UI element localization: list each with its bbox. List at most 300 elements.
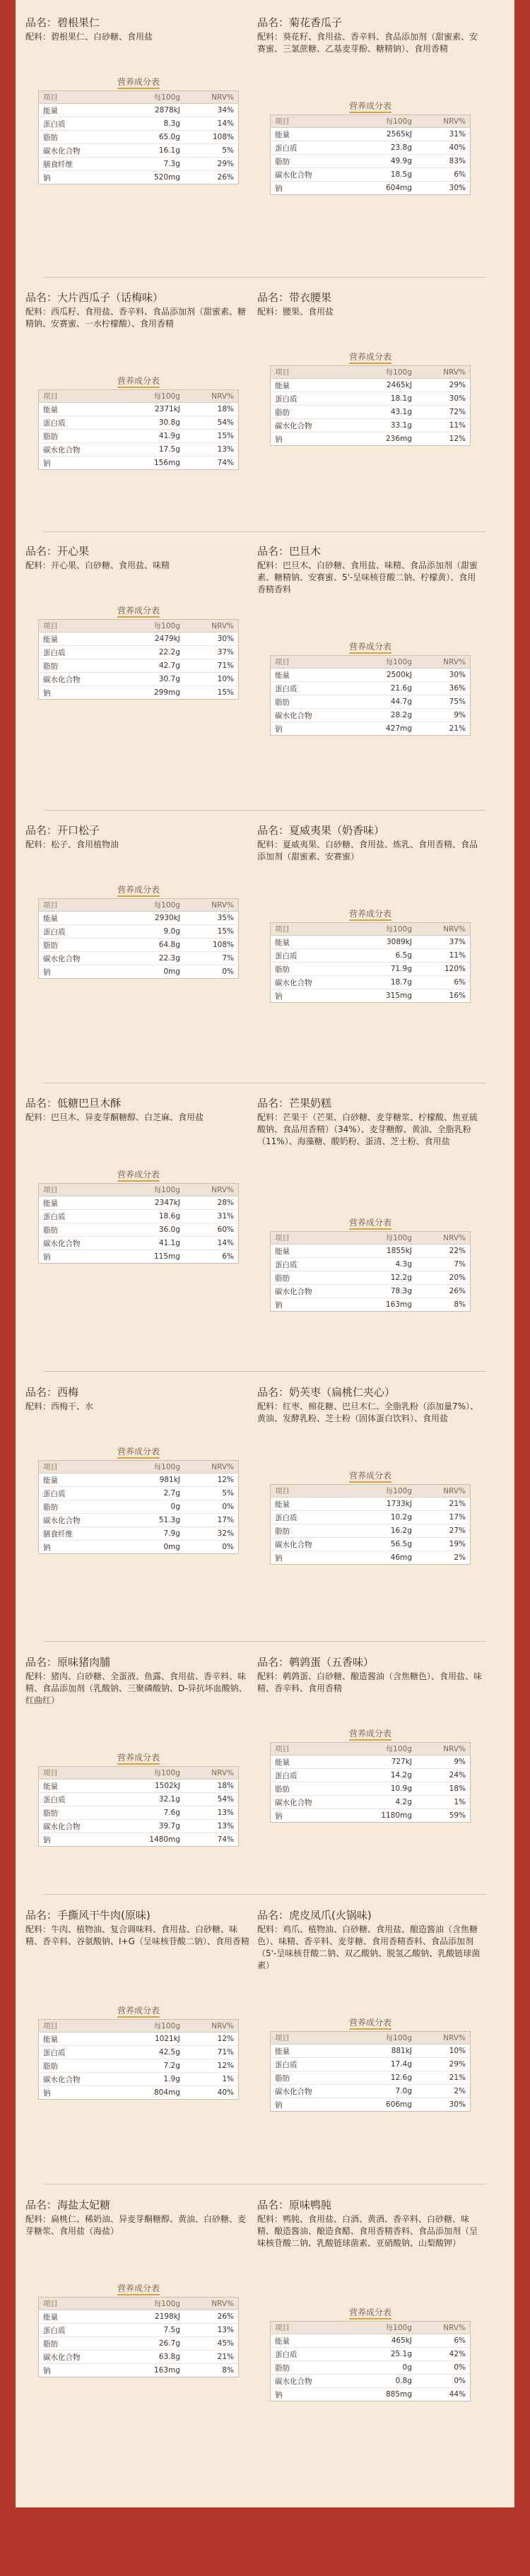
nutrient-value: 18.7g <box>348 976 416 989</box>
nutrient-nrv: 12% <box>184 1474 239 1487</box>
table-row <box>39 1793 239 1806</box>
table-row <box>39 1541 239 1554</box>
table-row <box>271 1258 471 1271</box>
header-item: 项目 <box>39 1184 117 1196</box>
table-row <box>271 419 471 433</box>
nutrient-name: 能量 <box>271 669 349 682</box>
nutrient-nrv: 17% <box>184 1514 239 1527</box>
product-name-label: 品名： <box>25 291 58 304</box>
nutrient-value: 42.7g <box>117 659 184 673</box>
nutrient-nrv: 16% <box>449 992 466 1000</box>
nutrient-nrv: 12% <box>184 2059 239 2073</box>
nutrient-name: 能量 <box>271 2334 349 2348</box>
product-name-label: 品名： <box>257 1909 290 1922</box>
nutrient-nrv: 29% <box>416 379 471 392</box>
product-card <box>25 544 252 698</box>
nutrient-value: 56.5g <box>348 1538 416 1551</box>
nutrition-table-title <box>328 2017 413 2028</box>
nutrition-table-title <box>96 375 181 387</box>
nutrient-nrv: 30% <box>184 633 239 646</box>
product-name-line <box>257 823 483 837</box>
nutrition-header-row <box>39 1184 239 1196</box>
section-divider <box>44 1371 486 1372</box>
table-row <box>271 709 471 722</box>
nutrient-nrv: 32% <box>184 1527 239 1541</box>
product-card <box>257 290 483 444</box>
nutrient-value: 4.3g <box>348 1258 416 1271</box>
nutrition-table <box>38 2297 239 2377</box>
header-item: 项目 <box>39 2298 117 2310</box>
product-name-label: 品名： <box>25 824 58 837</box>
table-row <box>39 673 239 686</box>
nutrient-name: 蛋白质 <box>271 2058 349 2071</box>
product-name-label: 品名： <box>257 1656 290 1669</box>
nutrition-table-title <box>96 605 181 616</box>
nutrient-nrv: 83% <box>416 155 471 168</box>
nutrient-value: 22.2g <box>117 646 184 659</box>
nutrient-value: 115mg <box>153 1252 180 1261</box>
nutrition-title-text: 营养成分表 <box>117 77 160 89</box>
table-row <box>39 2046 239 2059</box>
nutrient-value: 7.6g <box>117 1806 184 1820</box>
nutrition-table <box>38 2019 239 2100</box>
table-row <box>271 2361 471 2375</box>
nutrition-header-row <box>271 115 471 128</box>
nutrient-name: 能量 <box>39 1196 117 1210</box>
nutrient-value: 3089kJ <box>348 936 416 949</box>
nutrition-table-title <box>328 2307 413 2318</box>
table-row <box>39 1237 239 1250</box>
nutrient-value: 981kJ <box>117 1474 184 1487</box>
nutrient-nrv: 15% <box>184 925 239 939</box>
nutrient-name: 蛋白质 <box>39 117 117 131</box>
nutrient-nrv: 29% <box>184 158 239 171</box>
nutrient-name: 钠 <box>43 173 51 182</box>
header-item: 项目 <box>271 923 349 936</box>
nutrient-nrv: 6% <box>222 1252 234 1261</box>
nutrient-nrv: 15% <box>217 688 234 697</box>
ingredients-text: 牛肉、植物油、复合调味料、食用盐、白砂糖、味精、香辛料、谷氨酸钠、I+G（呈味核苷酸二钠）、食用香精 <box>25 1924 249 1946</box>
header-per100g: 每100g <box>348 2322 416 2334</box>
table-row <box>39 1514 239 1527</box>
table-row <box>39 171 239 184</box>
nutrient-name: 脂肪 <box>271 1782 349 1796</box>
table-row <box>271 1298 471 1312</box>
table-row <box>271 2334 471 2348</box>
nutrient-value: 727kJ <box>348 1755 416 1769</box>
nutrition-header-row <box>271 656 471 669</box>
nutrient-value: 51.3g <box>117 1514 184 1527</box>
table-row <box>271 1782 471 1796</box>
product-card <box>25 823 252 977</box>
ingredients-text: 鸡爪、植物油、白砂糖、食用盐、酿造酱油（含焦糖色）、味精、香辛料、麦芽糖、食用香精香料、食品添加剂（5'-呈味核苷酸二钠、双乙酸钠、脱氢乙酸钠、乳酸链球菌素） <box>257 1924 481 1970</box>
ingredients-label: 配料： <box>25 560 52 570</box>
nutrient-value: 41.1g <box>117 1237 184 1250</box>
nutrient-nrv: 40% <box>416 141 471 155</box>
nutrient-name: 钠 <box>275 2390 283 2399</box>
nutrient-value: 2479kJ <box>117 633 184 646</box>
table-row <box>271 695 471 709</box>
product-name-label: 品名： <box>25 1097 58 1110</box>
nutrient-value: 32.1g <box>117 1793 184 1806</box>
table-row <box>39 925 239 939</box>
header-item: 项目 <box>271 2032 349 2045</box>
product-card <box>257 544 483 734</box>
header-per100g: 每100g <box>348 1743 416 1755</box>
nutrient-nrv: 2% <box>454 1553 466 1562</box>
nutrient-nrv: 18% <box>184 403 239 416</box>
product-name: 海盐太妃糖 <box>57 2199 111 2211</box>
nutrition-header-row <box>39 1461 239 1474</box>
nutrient-value: 1733kJ <box>348 1498 416 1511</box>
header-nrv: NRV% <box>416 366 471 379</box>
table-row <box>271 1245 471 1258</box>
section-divider <box>44 1894 486 1895</box>
nutrient-value: 7.5g <box>117 2324 184 2337</box>
product-card <box>25 1655 252 1845</box>
nutrient-value: 12.2g <box>348 1271 416 1285</box>
nutrient-name: 蛋白质 <box>271 1769 349 1782</box>
nutrient-nrv: 21% <box>416 2071 471 2085</box>
nutrition-table <box>270 1484 471 1565</box>
nutrient-nrv: 30% <box>449 2100 466 2109</box>
header-item: 项目 <box>271 1485 349 1498</box>
header-nrv: NRV% <box>416 2322 471 2334</box>
table-row <box>271 2071 471 2085</box>
header-item: 项目 <box>271 115 349 128</box>
ingredients-label: 配料： <box>25 2214 52 2224</box>
header-nrv: NRV% <box>184 1461 239 1474</box>
nutrient-name: 能量 <box>39 912 117 925</box>
nutrient-nrv: 0% <box>222 1543 234 1551</box>
nutrient-nrv: 11% <box>416 419 471 433</box>
nutrient-value: 315mg <box>385 992 412 1000</box>
nutrient-value: 0.8g <box>348 2375 416 2388</box>
nutrition-table-title <box>328 1217 413 1228</box>
nutrient-value: 236mg <box>385 435 412 443</box>
nutrient-name: 脂肪 <box>271 963 349 976</box>
nutrient-nrv: 34% <box>184 104 239 117</box>
ingredients-text: 夏威夷果、白砂糖、食用盐、炼乳、食用香精、食品添加剂（甜蜜素、安赛蜜） <box>257 840 478 861</box>
nutrient-name: 钠 <box>43 1543 51 1552</box>
table-row <box>39 1487 239 1500</box>
nutrient-name: 能量 <box>39 1474 117 1487</box>
nutrient-name: 蛋白质 <box>39 925 117 939</box>
table-row <box>271 182 471 195</box>
ingredients-label: 配料： <box>257 307 283 317</box>
nutrient-nrv: 8% <box>454 1300 466 1309</box>
table-row <box>39 1833 239 1847</box>
product-name: 低糖巴旦木酥 <box>57 1097 122 1110</box>
header-nrv: NRV% <box>416 923 471 936</box>
product-name-line <box>25 823 252 837</box>
ingredients-line <box>257 839 483 863</box>
table-row <box>271 1271 471 1285</box>
nutrient-nrv: 21% <box>416 1498 471 1511</box>
product-name-line <box>257 1655 483 1669</box>
product-card <box>25 1096 252 1261</box>
nutrient-nrv: 19% <box>416 1538 471 1551</box>
nutrient-value: 427mg <box>385 724 412 733</box>
table-row <box>271 963 471 976</box>
table-row <box>39 1474 239 1487</box>
nutrient-name: 膳食纤维 <box>39 158 117 171</box>
nutrition-sheet <box>16 0 514 2507</box>
nutrient-name: 能量 <box>39 633 117 646</box>
nutrient-value: 163mg <box>153 2366 180 2375</box>
table-row <box>39 659 239 673</box>
product-card <box>257 16 483 193</box>
nutrient-name: 脂肪 <box>39 1223 117 1237</box>
nutrient-name: 能量 <box>39 2033 117 2046</box>
header-item: 项目 <box>271 1232 349 1245</box>
nutrient-name: 能量 <box>271 936 349 949</box>
table-row <box>39 104 239 117</box>
product-card <box>25 290 252 468</box>
header-nrv: NRV% <box>184 2298 239 2310</box>
nutrient-name: 能量 <box>271 379 349 392</box>
nutrient-nrv: 35% <box>184 912 239 925</box>
nutrient-value: 1855kJ <box>348 1245 416 1258</box>
nutrient-value: 33.1g <box>348 419 416 433</box>
nutrient-nrv: 20% <box>416 1271 471 1285</box>
nutrition-table <box>38 90 239 184</box>
nutrient-value: 42.5g <box>117 2046 184 2059</box>
table-row <box>39 2310 239 2324</box>
nutrient-nrv: 6% <box>416 976 471 989</box>
nutrient-value: 885mg <box>385 2390 412 2399</box>
nutrient-name: 钠 <box>275 1811 283 1821</box>
nutrient-nrv: 28% <box>184 1196 239 1210</box>
nutrient-name: 碳水化合物 <box>271 709 349 722</box>
nutrient-nrv: 30% <box>449 184 466 192</box>
nutrient-name: 能量 <box>39 104 117 117</box>
nutrient-value: 36.0g <box>117 1223 184 1237</box>
nutrition-table <box>38 898 239 979</box>
table-row <box>39 1527 239 1541</box>
nutrient-name: 能量 <box>271 2045 349 2058</box>
header-item: 项目 <box>39 620 117 633</box>
nutrient-name: 蛋白质 <box>39 1793 117 1806</box>
product-card <box>257 823 483 1001</box>
product-name-label: 品名： <box>25 1909 58 1922</box>
nutrient-value: 46mg <box>390 1553 412 1562</box>
nutrient-value: 1.9g <box>117 2073 184 2086</box>
nutrient-value: 2371kJ <box>117 403 184 416</box>
nutrient-name: 脂肪 <box>271 695 349 709</box>
header-item: 项目 <box>39 1767 117 1780</box>
table-row <box>39 457 239 470</box>
nutrient-name: 蛋白质 <box>271 392 349 406</box>
nutrition-title-text: 营养成分表 <box>117 2006 160 2018</box>
nutrient-nrv: 42% <box>416 2348 471 2361</box>
product-name-line <box>257 1096 483 1110</box>
nutrient-value: 7.9g <box>117 1527 184 1541</box>
ingredients-line <box>257 31 483 55</box>
nutrient-nrv: 37% <box>416 936 471 949</box>
nutrient-nrv: 54% <box>184 416 239 430</box>
nutrition-title-text: 营养成分表 <box>349 2018 391 2030</box>
nutrient-value: 2878kJ <box>117 104 184 117</box>
nutrition-table-title <box>328 641 413 652</box>
product-name-line <box>25 16 252 30</box>
table-row <box>271 682 471 695</box>
section-divider <box>44 531 486 532</box>
table-row <box>271 141 471 155</box>
ingredients-text: 松子、食用植物油 <box>51 840 119 849</box>
table-row <box>39 1806 239 1820</box>
nutrient-value: 63.8g <box>117 2351 184 2364</box>
nutrient-name: 能量 <box>271 128 349 141</box>
product-name-label: 品名： <box>257 1097 290 1110</box>
ingredients-text: 巴旦木、白砂糖、食用盐、味精、食品添加剂（甜蜜素、糖精钠、安赛蜜、5'-呈味核苷酸二钠、柠檬黄）、食用香精香料 <box>257 560 478 594</box>
nutrition-title-text: 营养成分表 <box>349 1471 391 1483</box>
nutrient-name: 能量 <box>271 1755 349 1769</box>
nutrient-nrv: 13% <box>184 443 239 457</box>
nutrient-nrv: 22% <box>416 1245 471 1258</box>
nutrient-nrv: 6% <box>416 168 471 182</box>
nutrient-nrv: 30% <box>416 669 471 682</box>
nutrient-value: 2565kJ <box>348 128 416 141</box>
product-name: 虎皮凤爪(火锅味) <box>289 1909 372 1922</box>
header-per100g: 每100g <box>348 923 416 936</box>
nutrient-nrv: 44% <box>449 2390 466 2399</box>
header-per100g: 每100g <box>348 656 416 669</box>
nutrient-value: 7.0g <box>348 2085 416 2098</box>
nutrient-value: 30.7g <box>117 673 184 686</box>
table-row <box>271 2058 471 2071</box>
nutrient-name: 碳水化合物 <box>39 1237 117 1250</box>
nutrient-name: 脂肪 <box>271 1271 349 1285</box>
table-row <box>271 2085 471 2098</box>
product-card <box>257 2198 483 2399</box>
nutrient-value: 2347kJ <box>117 1196 184 1210</box>
header-per100g: 每100g <box>117 1184 184 1196</box>
header-nrv: NRV% <box>184 390 239 403</box>
nutrition-table-title <box>328 908 413 919</box>
nutrient-value: 78.3g <box>348 1285 416 1298</box>
nutrient-value: 17.4g <box>348 2058 416 2071</box>
table-row <box>271 669 471 682</box>
table-row <box>271 128 471 141</box>
nutrient-nrv: 71% <box>184 659 239 673</box>
nutrient-nrv: 30% <box>416 392 471 406</box>
ingredients-line <box>257 1401 483 1425</box>
ingredients-text: 西瓜籽、食用盐、香辛料、食品添加剂（甜蜜素、糖精钠、安赛蜜、一水柠檬酸）、食用香精 <box>25 307 247 329</box>
nutrition-header-row <box>39 620 239 633</box>
header-nrv: NRV% <box>416 1232 471 1245</box>
nutrition-table <box>270 2031 471 2112</box>
nutrient-name: 钠 <box>43 1835 51 1845</box>
nutrition-table-title <box>96 1446 181 1457</box>
nutrient-value: 44.7g <box>348 695 416 709</box>
table-row <box>271 1769 471 1782</box>
nutrient-value: 0g <box>117 1500 184 1514</box>
nutrient-nrv: 10% <box>184 673 239 686</box>
nutrient-name: 蛋白质 <box>39 1210 117 1223</box>
table-row <box>39 2351 239 2364</box>
product-name: 手撕风干牛肉(原味) <box>57 1909 151 1922</box>
header-per100g: 每100g <box>348 115 416 128</box>
ingredients-line <box>257 560 483 596</box>
nutrient-name: 钠 <box>43 688 51 698</box>
ingredients-line <box>25 31 252 43</box>
nutrient-name: 脂肪 <box>39 2337 117 2351</box>
nutrient-nrv: 0% <box>184 1500 239 1514</box>
header-nrv: NRV% <box>416 2032 471 2045</box>
nutrient-name: 脂肪 <box>39 131 117 144</box>
nutrient-name: 脂肪 <box>271 406 349 419</box>
header-item: 项目 <box>39 1461 117 1474</box>
product-name: 菊花香瓜子 <box>289 16 343 29</box>
product-name-line <box>25 1096 252 1110</box>
nutrient-nrv: 21% <box>184 2351 239 2364</box>
nutrient-name: 蛋白质 <box>39 646 117 659</box>
nutrient-name: 脂肪 <box>39 939 117 952</box>
ingredients-text: 开心果、白砂糖、食用盐、味精 <box>51 560 170 570</box>
nutrient-name: 碳水化合物 <box>271 976 349 989</box>
nutrient-name: 能量 <box>271 1245 349 1258</box>
product-card <box>257 1655 483 1821</box>
nutrient-nrv: 45% <box>184 2337 239 2351</box>
nutrition-title-text: 营养成分表 <box>117 1447 160 1459</box>
nutrient-nrv: 5% <box>184 1487 239 1500</box>
header-nrv: NRV% <box>184 1767 239 1780</box>
nutrient-name: 钠 <box>43 2088 51 2098</box>
table-row <box>39 912 239 925</box>
nutrient-value: 49.9g <box>348 155 416 168</box>
nutrient-value: 7.2g <box>117 2059 184 2073</box>
product-card <box>257 1908 483 2110</box>
table-row <box>39 2086 239 2100</box>
ingredients-line <box>257 306 483 318</box>
table-row <box>271 168 471 182</box>
nutrition-header-row <box>39 2298 239 2310</box>
product-name: 开口松子 <box>57 824 100 837</box>
nutrient-nrv: 2% <box>416 2085 471 2098</box>
nutrient-value: 804mg <box>153 2088 180 2097</box>
nutrient-nrv: 0% <box>416 2361 471 2375</box>
nutrient-name: 碳水化合物 <box>39 144 117 158</box>
nutrient-value: 1480mg <box>149 1835 180 1844</box>
nutrient-name: 钠 <box>275 2100 283 2110</box>
product-name-line <box>257 1908 483 1922</box>
nutrition-header-row <box>271 366 471 379</box>
ingredients-line <box>25 306 252 330</box>
nutrition-table <box>270 1742 471 1823</box>
ingredients-line <box>25 1401 252 1413</box>
nutrient-name: 脂肪 <box>271 155 349 168</box>
ingredients-text: 巴旦木、异麦芽酮糖醇、白芝麻、食用盐 <box>51 1112 204 1122</box>
nutrient-nrv: 12% <box>184 2033 239 2046</box>
nutrient-nrv: 27% <box>416 1524 471 1538</box>
nutrition-table <box>270 2321 471 2401</box>
nutrient-name: 能量 <box>271 1498 349 1511</box>
header-per100g: 每100g <box>117 2020 184 2033</box>
nutrition-table <box>270 655 471 736</box>
nutrient-value: 2.7g <box>117 1487 184 1500</box>
nutrient-nrv: 13% <box>184 2324 239 2337</box>
ingredients-label: 配料： <box>257 1401 283 1411</box>
nutrient-value: 39.7g <box>117 1820 184 1833</box>
product-name: 芒果奶糕 <box>289 1097 332 1110</box>
header-nrv: NRV% <box>184 620 239 633</box>
nutrient-nrv: 5% <box>184 144 239 158</box>
nutrient-name: 脂肪 <box>271 1524 349 1538</box>
nutrient-value: 2465kJ <box>348 379 416 392</box>
nutrient-name: 脂肪 <box>39 430 117 443</box>
header-per100g: 每100g <box>348 1232 416 1245</box>
